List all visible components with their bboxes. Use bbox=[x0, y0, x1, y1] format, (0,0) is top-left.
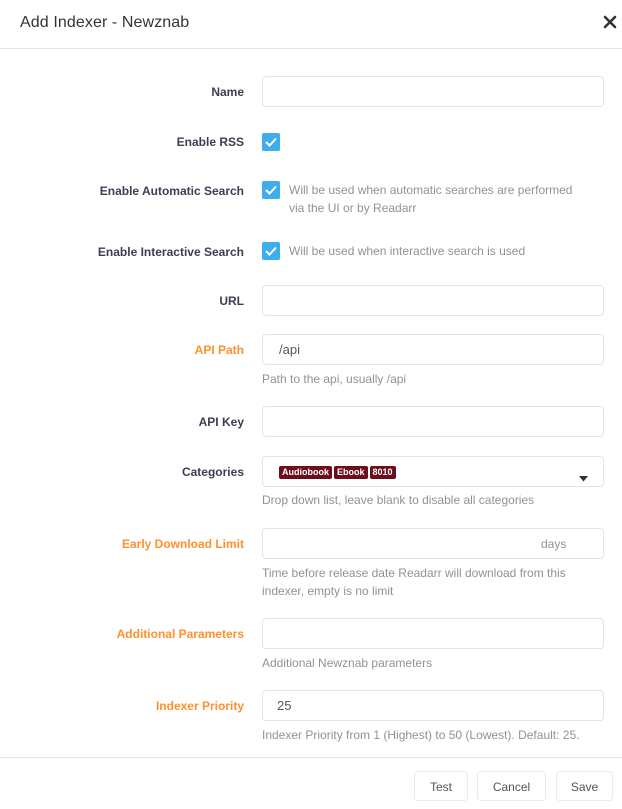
save-button[interactable]: Save bbox=[556, 771, 613, 801]
enable-interactive-search-label: Enable Interactive Search bbox=[97, 245, 244, 259]
check-icon bbox=[265, 185, 277, 195]
indexer-priority-help: Indexer Priority from 1 (Highest) to 50 (Lowest). Default: 25. bbox=[262, 728, 580, 742]
additional-parameters-help: Additional Newznab parameters bbox=[262, 656, 433, 670]
api-key-input[interactable] bbox=[262, 406, 604, 437]
api-path-label: API Path bbox=[194, 343, 244, 357]
enable-interactive-search-help: Will be used when interactive search is used bbox=[289, 244, 526, 258]
url-label: URL bbox=[219, 294, 244, 308]
modal-header bbox=[0, 0, 622, 49]
category-tag: Ebook bbox=[334, 466, 368, 479]
enable-rss-label: Enable RSS bbox=[176, 135, 244, 149]
modal-title: Add Indexer - Newznab bbox=[20, 14, 190, 31]
enable-automatic-search-help-2: via the UI or by Readarr bbox=[289, 201, 417, 215]
enable-automatic-search-help-1: Will be used when automatic searches are performed bbox=[289, 183, 573, 197]
name-label: Name bbox=[211, 85, 244, 99]
api-path-input[interactable] bbox=[262, 334, 604, 365]
name-input[interactable] bbox=[262, 76, 604, 107]
enable-automatic-search-label: Enable Automatic Search bbox=[99, 184, 244, 198]
additional-parameters-input[interactable] bbox=[262, 618, 604, 649]
early-download-limit-label: Early Download Limit bbox=[121, 537, 244, 551]
api-path-help: Path to the api, usually /api bbox=[262, 372, 407, 386]
check-icon bbox=[265, 137, 277, 147]
url-input[interactable] bbox=[262, 285, 604, 316]
close-icon[interactable] bbox=[603, 15, 619, 31]
check-icon bbox=[265, 246, 277, 256]
category-tag: 8010 bbox=[370, 466, 396, 479]
categories-label: Categories bbox=[181, 465, 244, 479]
early-download-limit-help-1: Time before release date Readarr will download from this bbox=[262, 566, 566, 580]
days-unit: days bbox=[541, 537, 567, 551]
test-button[interactable]: Test bbox=[414, 771, 468, 801]
categories-help: Drop down list, leave blank to disable all categories bbox=[262, 493, 535, 507]
enable-interactive-search-checkbox[interactable] bbox=[262, 242, 280, 260]
indexer-priority-input[interactable] bbox=[262, 690, 604, 721]
enable-automatic-search-checkbox[interactable] bbox=[262, 181, 280, 199]
category-tag: Audiobook bbox=[279, 466, 332, 479]
additional-parameters-label: Additional Parameters bbox=[116, 627, 244, 641]
categories-tags bbox=[279, 466, 398, 479]
enable-rss-checkbox[interactable] bbox=[262, 133, 280, 151]
caret-down-icon[interactable] bbox=[579, 469, 588, 487]
api-key-label: API Key bbox=[198, 415, 244, 429]
indexer-priority-label: Indexer Priority bbox=[155, 699, 244, 713]
cancel-button[interactable]: Cancel bbox=[477, 771, 546, 801]
early-download-limit-help-2: indexer, empty is no limit bbox=[262, 584, 394, 598]
